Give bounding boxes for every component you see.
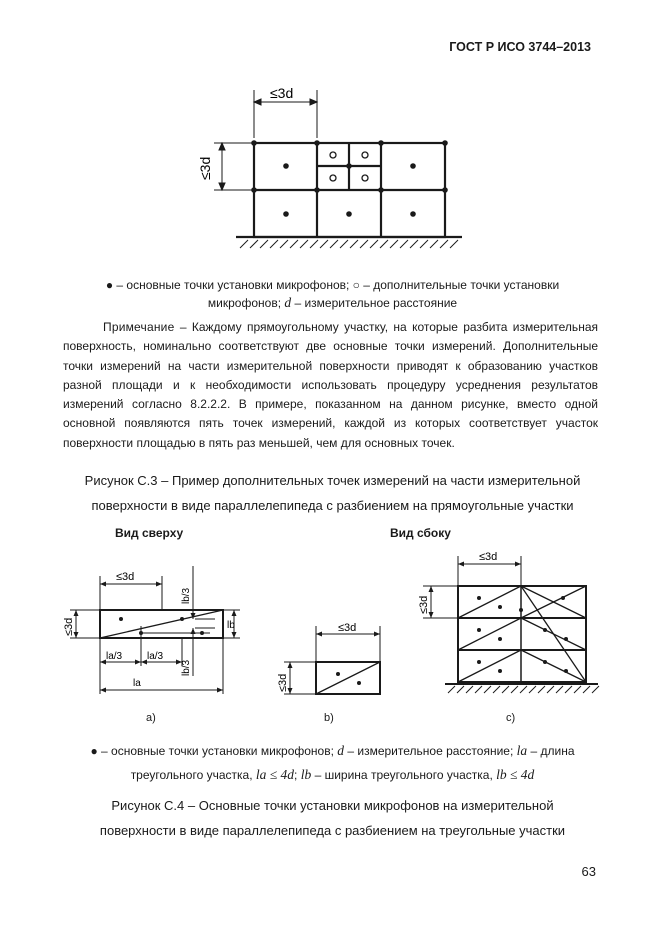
page-number: 63 — [581, 864, 596, 879]
figure-c4a-height-dim: ≤3d — [63, 617, 75, 636]
figure-c3-caption: Рисунок С.3 – Пример дополнительных точек измерений на части измерительной поверхности в виде параллелепипеда с разбиением на прямоугольные участки — [84, 473, 581, 513]
figure-c4-sub-c: c) — [506, 712, 516, 724]
document-header: ГОСТ Р ИСО 3744–2013 — [449, 40, 591, 54]
figure-c4c-height-dim: ≤3d — [418, 595, 430, 614]
view-side-label: Вид сбоку — [390, 526, 451, 540]
figure-c4-legend: ● – основные точки установки микрофонов; d – измерительное расстояние; la – длина треугольного участка, la ≤ 4d; lb – ширина треугольного участка, lb ≤ 4d — [90, 743, 575, 782]
figure-c3-height-dim: ≤3d — [197, 156, 213, 180]
figure-c4a-lb3-bottom: lb/3 — [181, 659, 192, 676]
figure-c4a-lb3-top: lb/3 — [181, 587, 192, 604]
figure-c4a-lb: lb — [227, 620, 235, 631]
figure-c3-diagram — [197, 80, 470, 245]
figure-c4a-diagram — [60, 566, 250, 696]
figure-c3-note: Примечание – Каждому прямоугольному участку, на которые разбита измерительная поверхность, номинально соответствуют две основные точки измерений. Дополнительные точки измерений на части измерительной поверхности приводят к образованию участков разной площади и к необходимости использовать процедуру усреднения результатов измерений согласно 8.2.2.2. В примере, показанном на данном рисунке, вместо одной основной появляются пять точек измерений, каждой из которых соответствует участок поверхности площадью в пять раз меньшей, чем для основных точек. — [63, 320, 598, 450]
figure-c4-sub-a: а) — [146, 712, 156, 724]
figure-c4b-height-dim: ≤3d — [277, 673, 289, 692]
figure-c4b-diagram — [270, 618, 390, 700]
figure-c4a-width-dim: ≤3d — [116, 571, 135, 583]
figure-c4c-diagram — [415, 544, 605, 704]
figure-c4b-width-dim: ≤3d — [338, 622, 357, 634]
figure-c4a-la3-right: la/3 — [147, 651, 164, 662]
figure-c4a-la: la — [133, 678, 141, 689]
figure-c3-legend: ● – основные точки установки микрофонов; ○ – дополнительные точки установки микрофонов; d – измерительное расстояние — [105, 278, 560, 310]
figure-c4-sub-b: b) — [324, 712, 334, 724]
figure-c4-caption: Рисунок С.4 – Основные точки установки микрофонов на измерительной поверхности в виде параллелепипеда с разбиением на треугольные участки — [99, 798, 566, 838]
figure-c3-width-dim: ≤3d — [270, 85, 294, 101]
figure-c4c-width-dim: ≤3d — [479, 551, 498, 563]
figure-c4a-la3-left: la/3 — [106, 651, 123, 662]
view-top-label: Вид сверху — [115, 526, 184, 540]
